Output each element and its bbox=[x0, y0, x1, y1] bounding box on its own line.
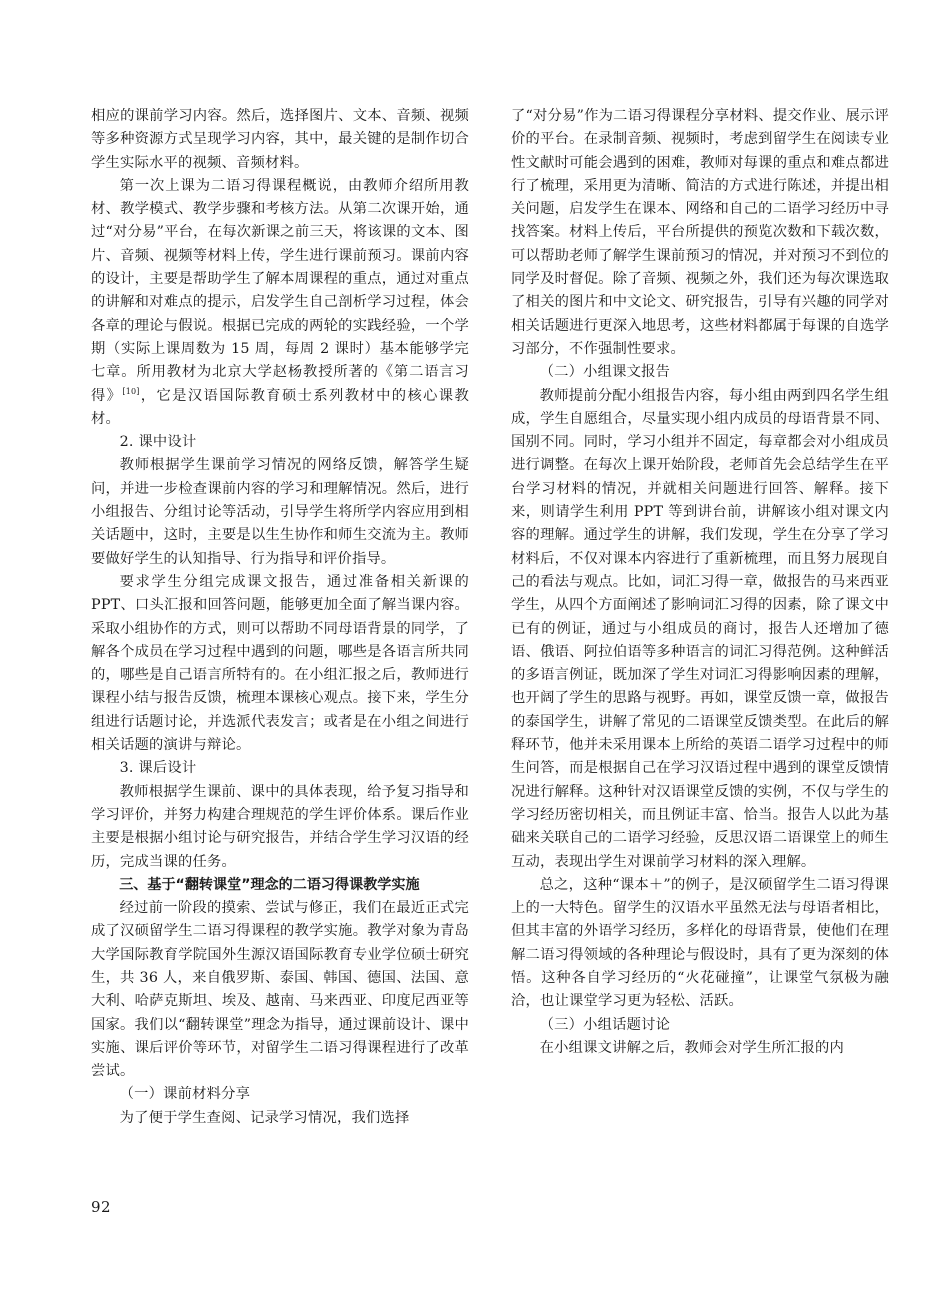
subsection-heading: 2. 课中设计 bbox=[119, 434, 197, 451]
paragraph: 经过前一阶段的摸索、尝试与修正，我们在最近正式完成了汉硕留学生二语习得课程的教学实施。教学对象为青岛大学国际教育学院国外生源汉语国际教育专业学位硕士研究生，共 36 人，来自俄罗斯、泰国、韩国、德国、法国、意大利、哈萨克斯坦、埃及、越南、马来西亚、印度尼西亚等国家。我们以“翻转课堂”理念为指导，通过课前设计、课中实施、课后评价等环节，对留学生二语习得课程进行了改革尝试。 bbox=[91, 900, 469, 1080]
paragraph: 教师根据学生课前学习情况的网络反馈，解答学生疑问，并进一步检查课前内容的学习和理解情况。然后，进行小组报告、分组讨论等活动，引导学生将所学内容应用到相关话题中，这时，主要是以生生协作和师生交流为主。教师要做好学生的认知指导、行为指导和评价指导。 bbox=[91, 457, 469, 567]
page-number: 92 bbox=[91, 1198, 112, 1216]
paragraph: 了“对分易”作为二语习得课程分享材料、提交作业、展示评价的平台。在录制音频、视频时，考虑到留学生在阅读专业性文献时可能会遇到的困难，教师对每课的重点和难点都进行了梳理，采用更为清晰、简洁的方式进行陈述，并提出相关问题，启发学生在课本、网络和自己的二语学习经历中寻找答案。材料上传后，平台所提供的预览次数和下载次数，可以帮助老师了解学生课前预习的情况，并对预习不到位的同学及时督促。除了音频、视频之外，我们还为每次课选取了相关的图片和中文论文、研究报告，引导有兴趣的同学对相关话题进行更深入地思考，这些材料都属于每课的自选学习部分，不作强制性要求。 bbox=[511, 108, 889, 357]
subsection-heading: 3. 课后设计 bbox=[119, 760, 197, 777]
citation-ref[interactable]: [10] bbox=[122, 386, 140, 396]
paragraph-text: ，它是汉语国际教育硕士系列教材中的核心课教材。 bbox=[91, 387, 469, 427]
subsection-heading: （三）小组话题讨论 bbox=[539, 1016, 671, 1033]
paragraph: 要求学生分组完成课文报告，通过准备相关新课的 PPT、口头汇报和回答问题，能够更加全面了解当课内容。采取小组协作的方式，则可以帮助不同母语背景的同学，了解各个成员在学习过程中遇到的问题，哪些是各语言所共同的，哪些是自己语言所特有的。在小组汇报之后，教师进行课程小结与报告反馈，梳理本课核心观点。接下来，学生分组进行话题讨论，并选派代表发言；或者是在小组之间进行相关话题的演讲与辩论。 bbox=[91, 573, 469, 754]
right-column bbox=[511, 105, 889, 1060]
paragraph-text: 第一次上课为二语习得课程概说，由教师介绍所用教材、教学模式、教学步骤和考核方法。从第二次课开始，通过“对分易”平台，在每次新课之前三天，将该课的文本、图片、音频、视频等材料上传，学生进行课前预习。课前内容的设计，主要是帮助学生了解本周课程的重点，通过对重点的讲解和对难点的提示，启发学生自己剖析学习过程，体会各章的理论与假说。根据已完成的两轮的实践经验，一个学期（实际上课周数为 15 周，每周 2 课时）基本能够学完七章。所用教材为北京大学赵杨教授所著的《第二语言习得》 bbox=[91, 177, 469, 404]
left-column bbox=[91, 105, 469, 1130]
paragraph: 相应的课前学习内容。然后，选择图片、文本、音频、视频等多种资源方式呈现学习内容，其中，最关键的是制作切合学生实际水平的视频、音频材料。 bbox=[91, 108, 469, 171]
subsection-heading: （一）课前材料分享 bbox=[119, 1086, 251, 1103]
subsection-heading: （二）小组课文报告 bbox=[539, 364, 671, 381]
section-heading: 三、基于“翻转课堂”理念的二语习得课教学实施 bbox=[119, 876, 420, 893]
paragraph: 教师根据学生课前、课中的具体表现，给予复习指导和学习评价，并努力构建合理规范的学生评价体系。课后作业主要是根据小组讨论与研究报告，并结合学生学习汉语的经历，完成当课的任务。 bbox=[91, 783, 469, 870]
paragraph: 在小组课文讲解之后，教师会对学生所汇报的内 bbox=[539, 1039, 845, 1056]
paragraph: 总之，这种“课本＋”的例子，是汉硕留学生二语习得课上的一大特色。留学生的汉语水平虽然无法与母语者相比，但其丰富的外语学习经历，多样化的母语背景，使他们在理解二语习得领域的各种理论与假设时，具有了更为深刻的体悟。这种各自学习经历的“火花碰撞”，让课堂气氛极为融洽，也让课堂学习更为轻松、活跃。 bbox=[511, 876, 889, 1010]
paragraph: 为了便于学生查阅、记录学习情况，我们选择 bbox=[119, 1109, 410, 1126]
paragraph: 教师提前分配小组报告内容，每小组由两到四名学生组成，学生自愿组合，尽量实现小组内成员的母语背景不同、国别不同。同时，学习小组并不固定，每章都会对小组成员进行调整。在每次上课开始阶段，老师首先会总结学生在平台学习材料的情况，并就相关问题进行回答、解释。接下来，则请学生利用 PPT 等到讲台前，讲解该小组对课文内容的理解。通过学生的讲解，我们发现，学生在分享了学习材料后，不仅对课本内容进行了重新梳理，而且努力展现自己的看法与观点。比如，词汇习得一章，做报告的马来西亚学生，从四个方面阐述了影响词汇习得的因素，除了课文中已有的例证，通过与小组成员的商讨，报告人还增加了德语、俄语、阿拉伯语等多种语言的词汇习得范例。这种鲜活的多语言例证，既加深了学生对词汇习得影响因素的理解，也开阔了学生的思路与视野。再如，课堂反馈一章，做报告的泰国学生，讲解了常见的二语课堂反馈类型。在此后的解释环节，他并未采用课本上所给的英语二语学习过程中的师生问答，而是根据自己在学习汉语过程中遇到的课堂反馈情况进行解释。这种针对汉语课堂反馈的实例，不仅与学生的学习经历密切相关，而且例证丰富、恰当。报告人以此为基础来关联自己的二语学习经验，反思汉语二语课堂上的师生互动，表现出学生对课前学习材料的深入理解。 bbox=[511, 387, 889, 870]
paragraph bbox=[91, 175, 469, 431]
